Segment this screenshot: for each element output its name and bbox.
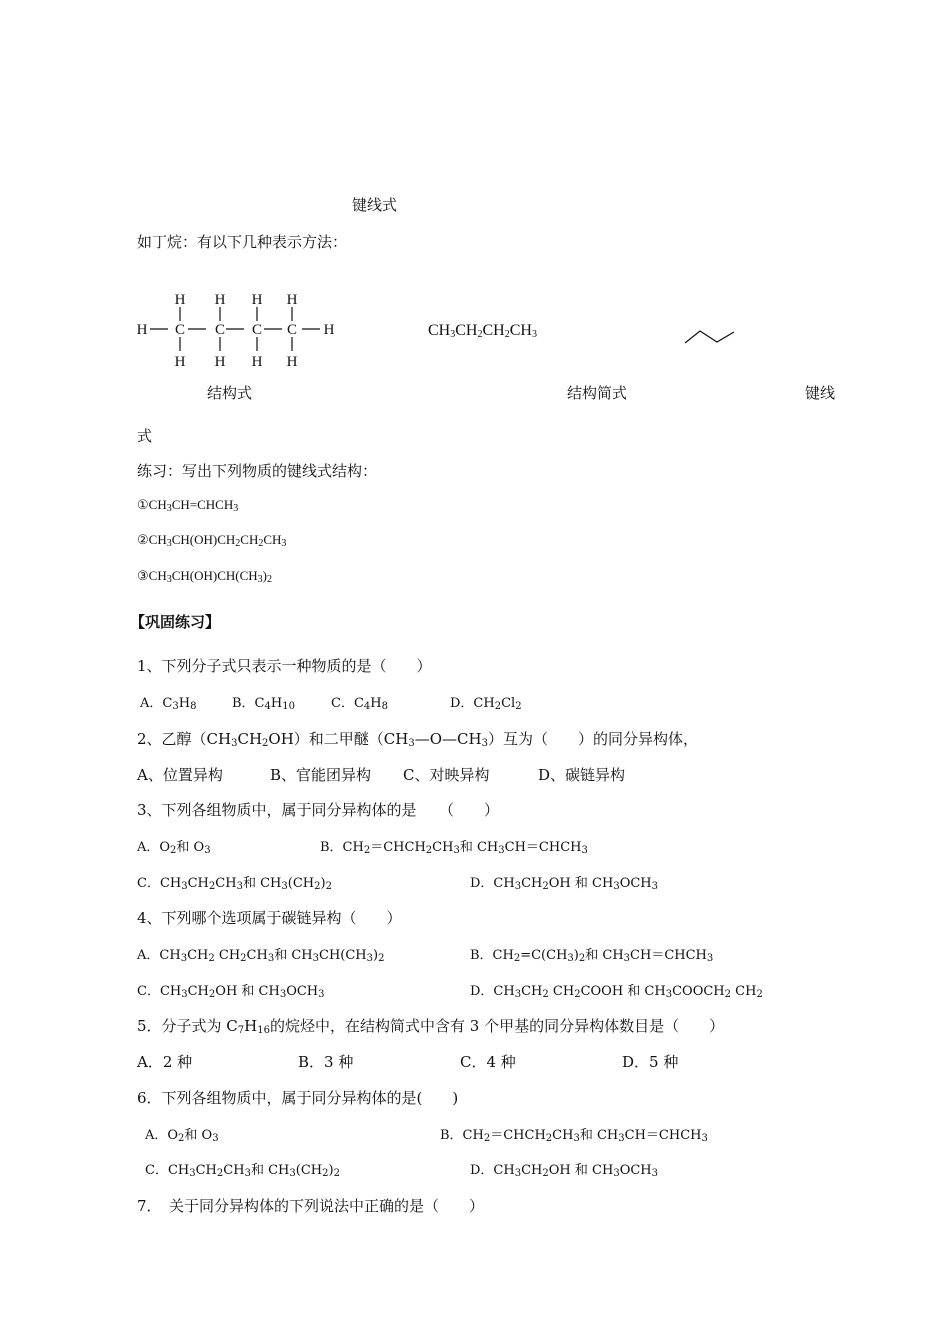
option-d: D．$CH_3CH_2OH$ 和 $CH_3OCH_3$ bbox=[470, 876, 659, 892]
option-b: B．$C_4H_{10}$ bbox=[232, 696, 295, 712]
option-a: A、位置异构 bbox=[137, 766, 223, 784]
option-c: C．$CH_3CH_2CH_3$和 $CH_3(CH_2)_2$ bbox=[145, 1163, 340, 1179]
option-c: C．4 种 bbox=[460, 1053, 516, 1071]
atom-h: H bbox=[251, 354, 263, 370]
option-c: C、对映异构 bbox=[403, 766, 490, 784]
question-stem: 5．分子式为 $C_7H_{16}$的烷烃中，在结构简式中含有 3 个甲基的同分异构体数目是（ ） bbox=[137, 1017, 725, 1036]
question-stem: 2、乙醇$(CH_3CH_2OH)$和二甲醚$(CH_3—O—CH_3)$互为（ ）的同分异构体， bbox=[137, 730, 698, 749]
option-b: B．$CH_2=CHCH_2CH_3$和 $CH_3CH=CHCH_3$ bbox=[440, 1128, 708, 1144]
option-c: C．$CH_3CH_2CH_3$和 $CH_3(CH_2)_2$ bbox=[137, 876, 332, 892]
atom-h: H bbox=[174, 354, 186, 370]
exercise-title: 练习：写出下列物质的键线式结构： bbox=[137, 462, 378, 480]
atom-c: C bbox=[251, 322, 263, 338]
intro-text: 如丁烷：有以下几种表示方法： bbox=[137, 233, 348, 251]
option-c: C．$CH_3CH_2OH$ 和 $CH_3OCH_3$ bbox=[137, 984, 325, 1000]
zigzag-line bbox=[685, 331, 734, 343]
option-b: B．$CH_2=C(CH_3)_2$和 $CH_3CH=CHCH_3$ bbox=[470, 948, 714, 964]
atom-h: H bbox=[251, 292, 263, 308]
option-d: D、碳链异构 bbox=[538, 766, 626, 784]
atom-c: C bbox=[214, 322, 226, 338]
question-stem: 6．下列各组物质中，属于同分异构体的是( ) bbox=[137, 1089, 459, 1107]
atom-h: H bbox=[214, 292, 226, 308]
butane-condensed-formula: $CH_3CH_2CH_2CH_3$ bbox=[428, 322, 537, 340]
question-stem: 7． 关于同分异构体的下列说法中正确的是（ ） bbox=[137, 1197, 485, 1215]
butane-keyline-formula bbox=[684, 326, 736, 346]
option-c: C．$C_4H_8$ bbox=[331, 696, 388, 712]
exercise-item: $①CH_3CH=CHCH_3$ bbox=[137, 497, 239, 514]
question-stem: 1、下列分子式只表示一种物质的是（ ） bbox=[137, 657, 432, 675]
option-d: D．5 种 bbox=[622, 1053, 679, 1071]
keyline-heading: 键线式 bbox=[352, 196, 398, 214]
atom-h: H bbox=[136, 322, 148, 338]
atom-c: C bbox=[286, 322, 298, 338]
caption-condensed: 结构简式 bbox=[567, 384, 628, 402]
option-b: B．$CH_2=CHCH_2CH_3$和 $CH_3CH=CHCH_3$ bbox=[320, 840, 588, 856]
option-a: A．$C_3H_8$ bbox=[140, 696, 197, 712]
option-d: D．$CH_3CH_2$ $CH_2COOH$ 和 $CH_3COOCH_2$ $CH_2$ bbox=[470, 984, 763, 1000]
atom-c: C bbox=[174, 322, 186, 338]
atom-h: H bbox=[286, 354, 298, 370]
caption-structural: 结构式 bbox=[207, 384, 253, 402]
exercise-item: $②CH_3CH(OH)CH_2CH_2CH_3$ bbox=[137, 532, 287, 549]
caption-keyline-cont: 式 bbox=[137, 427, 153, 445]
atom-h: H bbox=[174, 292, 186, 308]
section-title: 【巩固练习】 bbox=[130, 613, 221, 631]
atom-h: H bbox=[286, 292, 298, 308]
option-b: B．3 种 bbox=[298, 1053, 354, 1071]
option-d: D．$CH_2Cl_2$ bbox=[450, 696, 522, 712]
option-a: A．$O_2$和 $O_3$ bbox=[137, 840, 211, 856]
butane-structural-formula bbox=[130, 285, 350, 375]
option-a: A．$O_2$和 $O_3$ bbox=[145, 1128, 219, 1144]
question-stem: 4、下列哪个选项属于碳链异构（ ） bbox=[137, 909, 402, 927]
option-a: A．2 种 bbox=[137, 1053, 193, 1071]
exercise-item: $③CH_3CH(OH)CH(CH_3)_2$ bbox=[137, 568, 273, 585]
atom-h: H bbox=[214, 354, 226, 370]
option-a: A．$CH_3CH_2$ $CH_2CH_3$和 $CH_3CH(CH_3)_2$ bbox=[137, 948, 385, 964]
atom-h: H bbox=[323, 322, 335, 338]
caption-keyline: 键线 bbox=[805, 384, 836, 402]
option-b: B、官能团异构 bbox=[270, 766, 372, 784]
question-stem: 3、下列各组物质中，属于同分异构体的是 （ ） bbox=[137, 801, 500, 819]
option-d: D．$CH_3CH_2OH$ 和 $CH_3OCH_3$ bbox=[470, 1163, 659, 1179]
